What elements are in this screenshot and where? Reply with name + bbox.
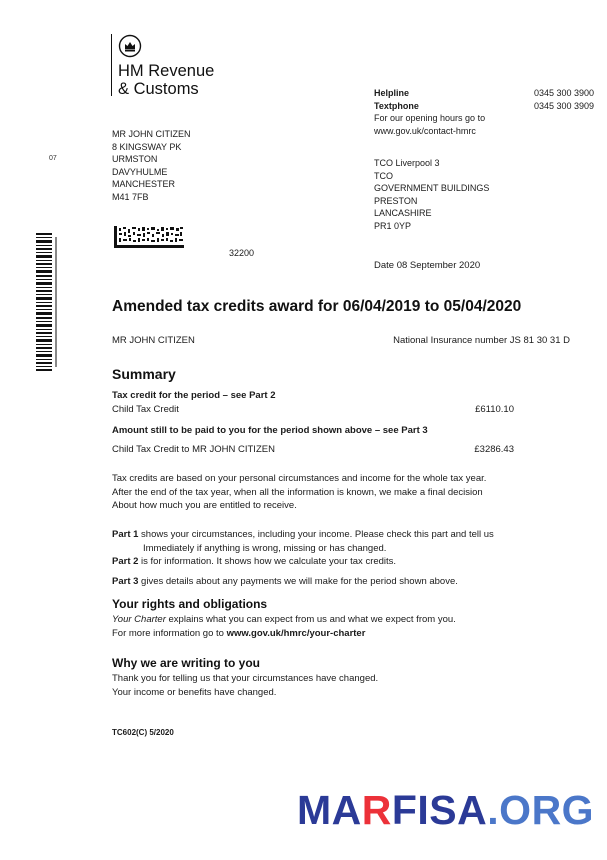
charter-link[interactable]: www.gov.uk/hmrc/your-charter [226,627,366,639]
address-line: MANCHESTER [112,179,176,189]
why-text [112,672,572,699]
charter-label: Your Charter [112,614,166,625]
address-line: URMSTON [112,154,158,164]
textphone-label: Textphone [374,100,419,111]
why-line-1: Thank you for telling us that your circumstances have changed. [112,673,379,684]
address-line: MR JOHN CITIZEN [112,129,191,139]
address-line: DAVYHULME [112,166,168,177]
logo-line-2: & Customs [118,80,199,98]
intro-line: About how much you are entitled to receive. [112,500,297,511]
letter-date: Date 08 September 2020 [374,260,481,271]
period-item: Child Tax Credit [112,403,179,415]
page-title: Amended tax credits award for 06/04/2019 to 05/04/2020 [112,298,522,315]
paid-heading: Amount still to be paid to you for the period shown above – see Part 3 [112,425,428,436]
part-1-text: shows your circumstances, including your income. Please check this part and tell us [138,529,494,540]
address-line: 8 KINGSWAY PK [112,141,182,152]
contact-url[interactable]: www.gov.uk/contact-hmrc [374,125,476,136]
royal-crest-icon [118,34,142,58]
intro-line: After the end of the tax year, when all the information is known, we make a final decision [112,486,483,498]
period-amount: £6110.10 [475,403,514,415]
part-3-text: gives details about any payments we will make for the period shown above. [138,575,458,587]
office-line: LANCASHIRE [374,208,432,218]
part-3-label: Part 3 [112,575,139,587]
office-address [374,157,489,232]
rights-line-1-rest: explains what you can expect from us and what we expect from you. [165,614,456,625]
helpline-label: Helpline [374,88,410,98]
helpline-block [374,87,594,137]
intro-line: Tax credits are based on your personal circumstances and income for the whole tax year. [112,473,487,484]
rights-line-1 [112,613,572,627]
address-line: M41 7FB [112,191,149,202]
part-1 [112,528,572,542]
period-heading: Tax credit for the period – see Part 2 [112,390,276,401]
watermark-part-3: FISA [391,787,488,833]
summary-heading: Summary [112,366,176,382]
claimant-row [112,334,570,348]
barcode-icon [36,233,62,371]
period-section [112,389,514,416]
part-2 [112,555,572,569]
claimant-name: MR JOHN CITIZEN [112,335,195,346]
office-line: TCO [374,170,393,181]
hmrc-logo-text [118,62,214,98]
2d-code-icon [114,226,184,248]
rights-line-2-start: For more information go to [112,627,227,639]
part-2-label: Part 2 [112,556,139,567]
side-code: 07 [49,155,57,162]
part-1-continued: Immediately if anything is wrong, missing or has changed. [143,542,387,554]
paid-amount: £3286.43 [474,443,514,455]
rights-line-2 [112,627,572,641]
why-line-2: Your income or benefits have changed. [112,686,277,698]
office-line: GOVERNMENT BUILDINGS [374,183,490,193]
logo-rule [111,34,112,96]
paid-section [112,424,514,456]
parts-list [112,528,572,588]
marfisa-watermark [297,787,594,834]
intro-paragraph [112,472,572,513]
reference-number: 32200 [229,248,255,258]
office-line: TCO Liverpool 3 [374,158,440,168]
watermark-part-1: MA [297,787,362,833]
part-2-text: is for information. It shows how we calculate your tax credits. [138,556,397,567]
recipient-address [112,128,191,203]
watermark-part-2: R [361,787,392,833]
form-code: TC602(C) 5/2020 [112,728,174,737]
logo-line-1: HM Revenue [118,62,215,80]
ni-number: National Insurance number JS 81 30 31 D [393,335,570,346]
helpline-number: 0345 300 3900 [533,88,594,98]
office-line: PR1 0YP [374,220,412,231]
part-3 [112,575,572,589]
office-line: PRESTON [374,195,418,206]
watermark-part-4: .ORG [487,787,595,833]
rights-text [112,613,572,640]
opening-hours-text: For our opening hours go to [374,113,486,123]
why-heading: Why we are writing to you [112,656,261,670]
part-1-label: Part 1 [112,529,139,540]
paid-item: Child Tax Credit to MR JOHN CITIZEN [112,443,275,455]
textphone-number: 0345 300 3909 [533,100,594,111]
rights-heading: Your rights and obligations [112,597,268,611]
